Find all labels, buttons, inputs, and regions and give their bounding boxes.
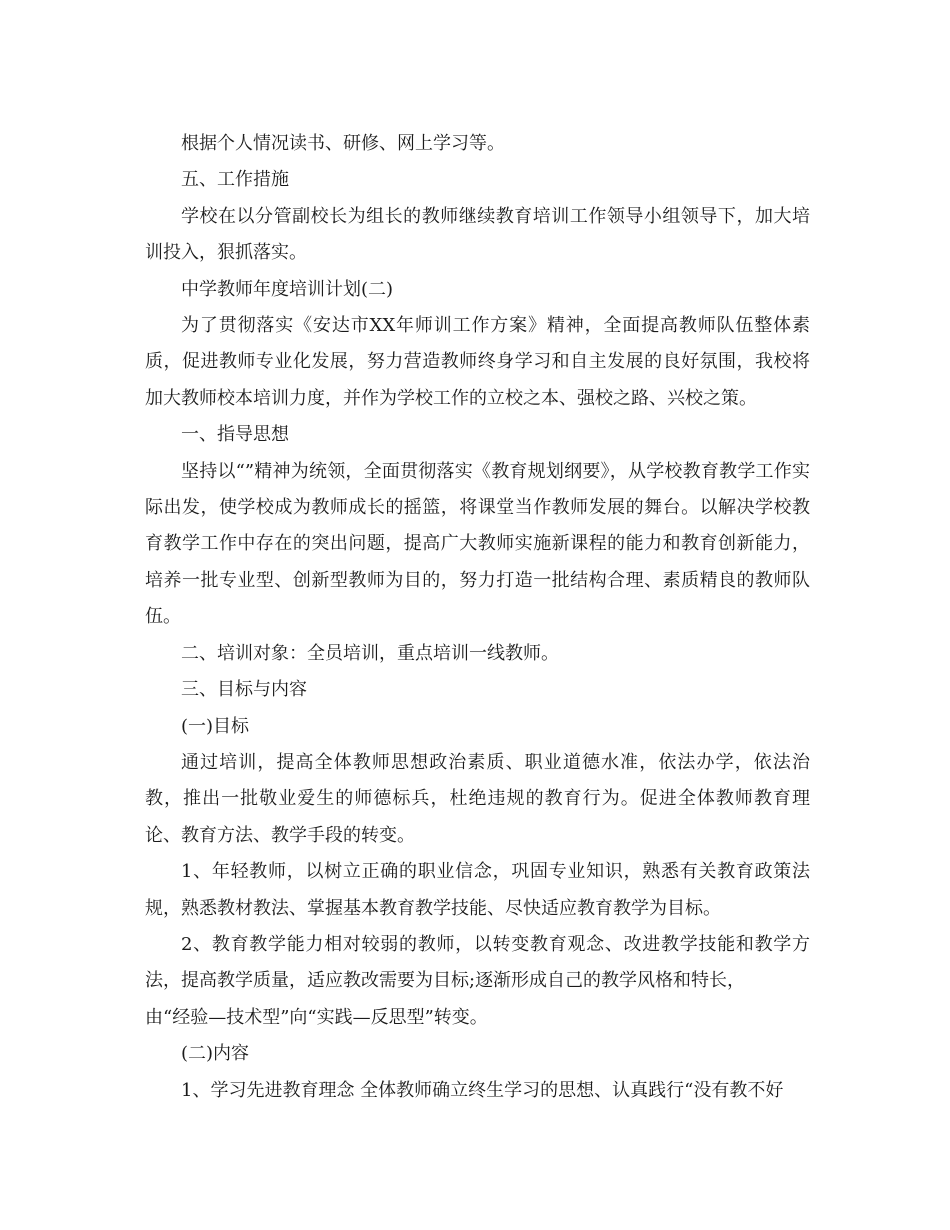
- paragraph: 根据个人情况读书、研修、网上学习等。: [181, 133, 505, 154]
- section-heading: 三、目标与内容: [181, 679, 307, 701]
- list-item: 1、年轻教师，以树立正确的职业信念，巩固专业知识，熟悉有关教育政策法规，熟悉教材教法、掌握基本教育教学技能、尽快适应教育教学为目标。: [145, 861, 810, 919]
- paragraph-continuation: 由“经验—技术型”向“实践—反思型”转变。: [145, 1006, 488, 1028]
- paragraph: 为了贯彻落实《安达市XX年师训工作方案》精神，全面提高教师队伍整体素质，促进教师专业化发展，努力营造教师终身学习和自主发展的良好氛围，我校将加大教师校本培训力度，并作为学校工作的立校之本、强校之路、兴校之策。: [145, 315, 810, 409]
- paragraph: 学校在以分管副校长为组长的教师继续教育培训工作领导小组领导下，加大培训投入，狠抓落实。: [145, 205, 810, 264]
- section-heading: 一、指导思想: [181, 424, 289, 446]
- section-heading: 五、工作措施: [181, 169, 289, 191]
- paragraph: 通过培训，提高全体教师思想政治素质、职业道德水准，依法办学，依法治教，推出一批敬业爱生的师德标兵，杜绝违规的教育行为。促进全体教师教育理论、教育方法、教学手段的转变。: [145, 751, 810, 846]
- document-title: 中学教师年度培训计划(二): [181, 278, 394, 300]
- list-item: 1、学习先进教育理念 全体教师确立终生学习的思想、认真践行“没有教不好: [181, 1079, 784, 1101]
- subsection-heading: (一)目标: [181, 715, 250, 737]
- list-item: 2、教育教学能力相对较弱的教师，以转变教育观念、改进教学技能和教学方法，提高教学质量，适应教改需要为目标;逐渐形成自己的教学风格和特长，: [145, 933, 810, 992]
- section-heading: 二、培训对象：全员培训，重点培训一线教师。: [181, 642, 559, 664]
- document-body: [145, 126, 810, 1109]
- subsection-heading: (二)内容: [181, 1043, 250, 1065]
- paragraph: 坚持以“”精神为统领，全面贯彻落实《教育规划纲要》，从学校教育教学工作实际出发，使学校成为教师成长的摇篮，将课堂当作教师发展的舞台。以解决学校教育教学工作中存在的突出问题，提高广大教师实施新课程的能力和教育创新能力，培养一批专业型、创新型教师为目的，努力打造一批结构合理、素质精良的教师队伍。: [145, 460, 810, 628]
